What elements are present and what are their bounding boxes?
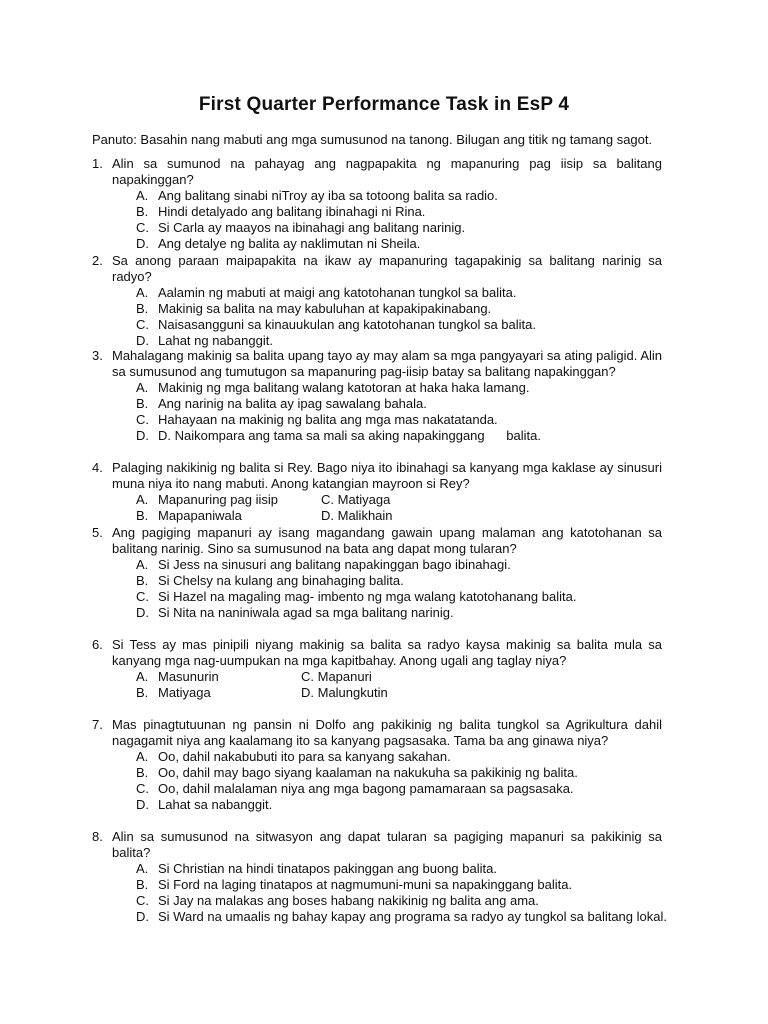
option-d[interactable] [136, 605, 662, 621]
option-letter: C. [136, 317, 149, 332]
option-letter: A. [136, 188, 149, 203]
question-text: Alin sa sumusunod na sitwasyon ang dapat tularan sa pagiging mapanuri sa pakikinig sa balita? [112, 829, 662, 860]
option-a[interactable] [136, 557, 662, 573]
question-number: 4. [92, 460, 103, 475]
option-a[interactable] [136, 285, 662, 301]
option-letter: D. [136, 605, 149, 620]
option-a[interactable] [136, 861, 662, 877]
option-text: Makinig sa balita na may kabuluhan at kapakipakinabang. [158, 301, 492, 316]
option-b[interactable] [136, 301, 662, 317]
option-c[interactable] [136, 220, 662, 236]
option-b[interactable] [136, 573, 662, 589]
option-c[interactable] [136, 781, 662, 797]
option-d[interactable] [136, 909, 667, 925]
question-text: Mas pinagtutuunan ng pansin ni Dolfo ang pakikinig ng balita tungkol sa Agrikultura dahil nagagamit niya ang kaalamang ito sa kanyang pagsasaka. Tama ba ang ginawa niya? [112, 717, 662, 748]
option-letter: C. [136, 893, 149, 908]
option-text: D. Malikhain [321, 508, 393, 523]
option-text: Si Jay na malakas ang boses habang nakikinig ng balita ang ama. [158, 893, 539, 908]
option-text: Aalamin ng mabuti at maigi ang katotohanan tungkol sa balita. [158, 285, 517, 300]
option-letter: B. [136, 573, 149, 588]
option-text: Lahat sa nabanggit. [158, 797, 273, 812]
option-text: Si Carla ay maayos na ibinahagi ang balitang narinig. [158, 220, 466, 235]
option-letter: D. [136, 797, 149, 812]
option-d[interactable] [136, 428, 662, 444]
option-letter: B. [136, 301, 149, 316]
option-text: D. Malungkutin [301, 685, 388, 700]
option-d[interactable] [136, 236, 662, 252]
option-text: D. Naikompara ang tama sa mali sa aking napakinggang balita. [158, 428, 541, 443]
option-text: Si Nita na naniniwala agad sa mga balitang narinig. [158, 605, 454, 620]
option-c[interactable] [321, 492, 521, 508]
option-letter: C. [136, 220, 149, 235]
option-letter: A. [136, 669, 149, 684]
option-letter: D. [136, 909, 149, 924]
option-text: Masunurin [158, 669, 219, 684]
option-d[interactable] [136, 797, 662, 813]
option-letter: B. [136, 396, 149, 411]
option-text: Lahat ng nabanggit. [158, 333, 273, 348]
option-d[interactable] [136, 333, 662, 349]
option-text: Oo, dahil malalaman niya ang mga bagong pamamaraan sa pagsasaka. [158, 781, 574, 796]
question-number: 6. [92, 637, 103, 652]
option-text: Ang detalye ng balita ay naklimutan ni Sheila. [158, 236, 421, 251]
option-text: Si Ward na umaalis ng bahay kapay ang programa sa radyo ay tungkol sa balitang lokal. [158, 909, 667, 924]
option-text: Ang balitang sinabi niTroy ay iba sa totoong balita sa radio. [158, 188, 498, 203]
option-b[interactable] [136, 877, 662, 893]
option-text: Oo, dahil nakabubuti ito para sa kanyang sakahan. [158, 749, 451, 764]
option-letter: D. [136, 236, 149, 251]
option-text: Si Chelsy na kulang ang binahaging balita. [158, 573, 404, 588]
option-a[interactable] [136, 492, 321, 508]
question-number: 5. [92, 525, 103, 540]
question-7 [92, 717, 662, 813]
instructions: Panuto: Basahin nang mabuti ang mga sumusunod na tanong. Bilugan ang titik ng tamang sagot. [92, 132, 653, 147]
option-a[interactable] [136, 380, 662, 396]
question-8 [92, 829, 667, 925]
option-text: Si Ford na laging tinatapos at nagmumuni-muni sa napakinggang balita. [158, 877, 573, 892]
option-letter: B. [136, 877, 149, 892]
option-c[interactable] [136, 412, 662, 428]
option-c[interactable] [301, 669, 501, 685]
question-text: Ang pagiging mapanuri ay isang magandang gawain upang malaman ang katotohanan sa balitang narinig. Sino sa sumusunod na bata ang dapat mong tularan? [112, 525, 662, 556]
option-letter: C. [136, 589, 149, 604]
question-text: Sa anong paraan maipapakita na ikaw ay mapanuring tagapakinig sa balitang narinig sa radyo? [112, 253, 662, 284]
option-b[interactable] [136, 685, 301, 701]
option-text: Si Hazel na magaling mag- imbento ng mga walang katotohanang balita. [158, 589, 577, 604]
option-c[interactable] [136, 893, 662, 909]
option-a[interactable] [136, 669, 301, 685]
option-d[interactable] [301, 685, 501, 701]
option-letter: A. [136, 557, 149, 572]
option-b[interactable] [136, 765, 662, 781]
option-letter: D. [136, 333, 149, 348]
option-text: Naisasangguni sa kinauukulan ang katotohanan tungkol sa balita. [158, 317, 536, 332]
option-text: Mapapaniwala [158, 508, 242, 523]
option-text: Ang narinig na balita ay ipag sawalang bahala. [158, 396, 427, 411]
question-4 [92, 460, 662, 524]
question-number: 3. [92, 348, 103, 363]
question-2 [92, 253, 662, 349]
question-number: 1. [92, 156, 103, 171]
option-letter: C. [136, 412, 149, 427]
question-number: 7. [92, 717, 103, 732]
option-b[interactable] [136, 508, 321, 524]
option-d[interactable] [321, 508, 521, 524]
question-text: Mahalagang makinig sa balita upang tayo ay may alam sa mga pangyayari sa ating paligid. Alin sa sumusunod ang tumutugon sa mapanuring pag-iisip batay sa balitang napakinggan? [112, 348, 662, 379]
question-1 [92, 156, 662, 252]
option-text: Mapanuring pag iisip [158, 492, 278, 507]
option-c[interactable] [136, 317, 662, 333]
option-text: Hahayaan na makinig ng balita ang mga mas nakatatanda. [158, 412, 498, 427]
option-b[interactable] [136, 204, 662, 220]
option-c[interactable] [136, 589, 662, 605]
option-letter: A. [136, 861, 149, 876]
option-text: Si Christian na hindi tinatapos pakinggan ang buong balita. [158, 861, 497, 876]
option-text: C. Mapanuri [301, 669, 372, 684]
option-letter: B. [136, 508, 149, 523]
option-text: Hindi detalyado ang balitang ibinahagi ni Rina. [158, 204, 426, 219]
option-letter: B. [136, 685, 149, 700]
question-text: Alin sa sumunod na pahayag ang nagpapakita ng mapanuring pag iisip sa balitang napakinggan? [112, 156, 662, 187]
option-letter: A. [136, 285, 149, 300]
question-text: Palaging nakikinig ng balita si Rey. Bago niya ito ibinahagi sa kanyang mga kaklase ay sinusuri muna niya ito nang mabuti. Anong katangian mayroon si Rey? [112, 460, 662, 491]
option-text: C. Matiyaga [321, 492, 391, 507]
option-letter: D. [136, 428, 149, 443]
option-letter: A. [136, 380, 149, 395]
option-letter: A. [136, 492, 149, 507]
option-letter: B. [136, 765, 149, 780]
option-letter: C. [136, 781, 149, 796]
option-text: Makinig ng mga balitang walang katotoran at haka haka lamang. [158, 380, 530, 395]
question-6 [92, 637, 662, 701]
option-letter: B. [136, 204, 149, 219]
option-b[interactable] [136, 396, 662, 412]
option-text: Si Jess na sinusuri ang balitang napakinggan bago ibinahagi. [158, 557, 511, 572]
page-title: First Quarter Performance Task in EsP 4 [198, 94, 570, 115]
option-a[interactable] [136, 749, 662, 765]
question-number: 8. [92, 829, 103, 844]
option-a[interactable] [136, 188, 662, 204]
option-text: Oo, dahil may bago siyang kaalaman na nakukuha sa pakikinig ng balita. [158, 765, 578, 780]
question-3 [92, 348, 662, 444]
question-5 [92, 525, 662, 621]
option-text: Matiyaga [158, 685, 211, 700]
question-number: 2. [92, 253, 103, 268]
option-letter: A. [136, 749, 149, 764]
question-text: Si Tess ay mas pinipili niyang makinig sa balita sa radyo kaysa makinig sa balita mula sa kanyang mga nag-uumpukan na mga kapitbahay. Anong ugali ang taglay niya? [112, 637, 662, 668]
